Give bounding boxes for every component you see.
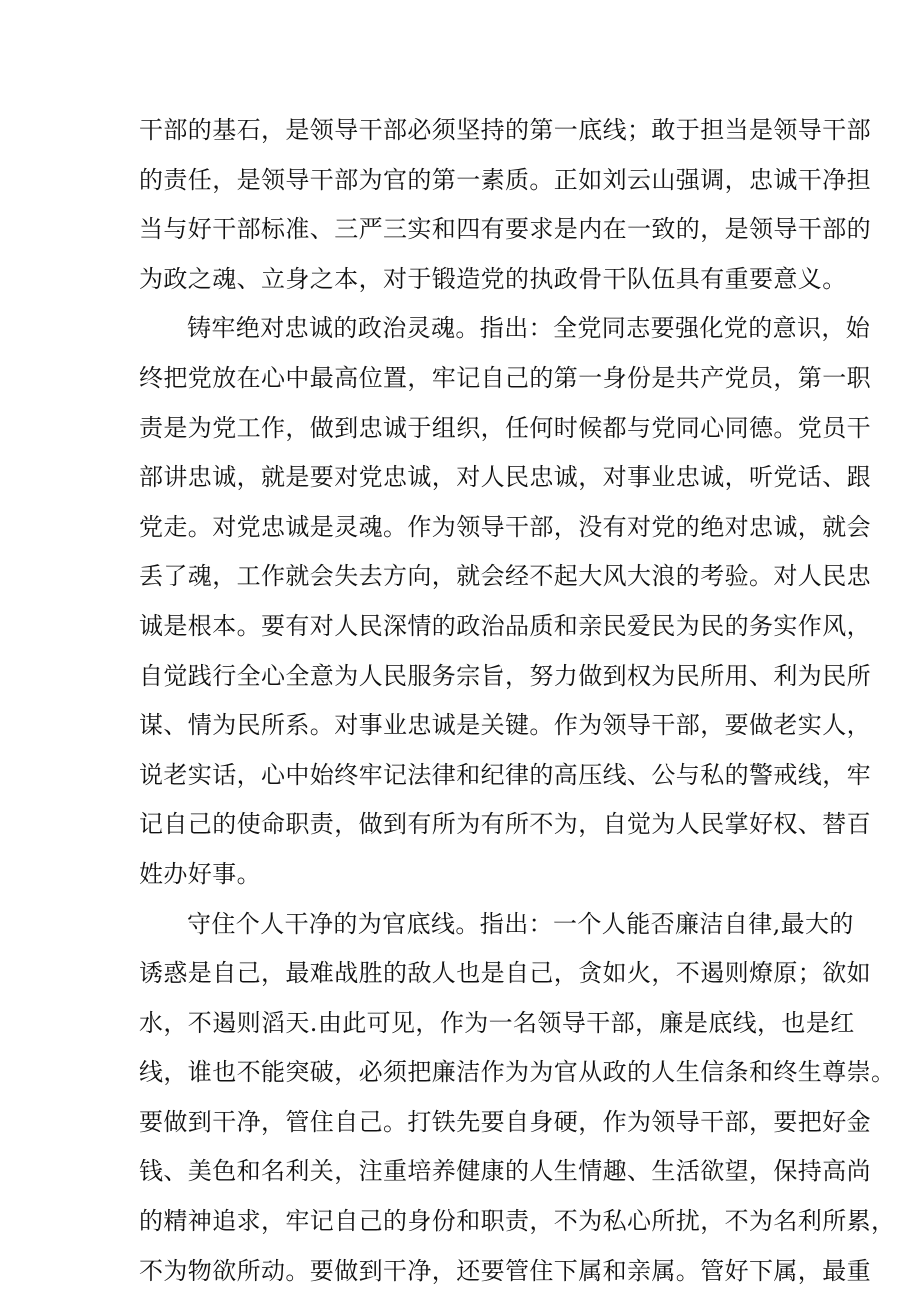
- text-line: 诚是根本。要有对人民深情的政治品质和亲民爱民为民的务实作风，: [139, 611, 871, 640]
- text-line: 水，不遏则滔天.由此可见，作为一名领导干部，廉是底线，也是红: [139, 1008, 855, 1037]
- text-line: 记自己的使命职责，做到有所为有所不为，自觉为人民掌好权、替百: [139, 810, 871, 839]
- text-line: 诱惑是自己，最难战胜的敌人也是自己，贪如火，不遏则燎原；欲如: [139, 959, 871, 988]
- text-line: 说老实话，心中始终牢记法律和纪律的高压线、公与私的警戒线，牢: [139, 760, 871, 789]
- paragraph: [139, 900, 896, 1297]
- text-line: 铸牢绝对忠诚的政治灵魂。指出：全党同志要强化党的意识，始: [187, 314, 871, 343]
- text-line: 当与好干部标准、三严三实和四有要求是内在一致的，是领导干部的: [139, 215, 871, 244]
- text-line: 终把党放在心中最高位置，牢记自己的第一身份是共产党员，第一职: [139, 363, 871, 392]
- text-line: 部讲忠诚，就是要对党忠诚，对人民忠诚，对事业忠诚，听党话、跟: [139, 463, 871, 492]
- text-line: 责是为党工作，做到忠诚于组织，任何时候都与党同心同德。党员干: [139, 413, 871, 442]
- text-line: 为政之魂、立身之本，对于锻造党的执政骨干队伍具有重要意义。: [139, 264, 847, 293]
- text-line: 姓办好事。: [139, 859, 261, 888]
- text-line: 要做到干净，管住自己。打铁先要自身硬，作为领导干部，要把好金: [139, 1107, 871, 1136]
- text-line: 党走。对党忠诚是灵魂。作为领导干部，没有对党的绝对忠诚，就会: [139, 512, 871, 541]
- text-line: 守住个人干净的为官底线。指出：一个人能否廉洁自律,最大的: [187, 909, 854, 938]
- body-text: [139, 106, 896, 1296]
- text-line: 线，谁也不能突破，必须把廉洁作为为官从政的人生信条和终生尊崇。: [139, 1058, 896, 1087]
- paragraph: [139, 304, 871, 899]
- text-line: 钱、美色和名利关，注重培养健康的人生情趣、生活欲望，保持高尚: [139, 1157, 871, 1186]
- paragraph: [139, 106, 871, 304]
- text-line: 谋、情为民所系。对事业忠诚是关键。作为领导干部，要做老实人，: [139, 711, 871, 740]
- text-line: 不为物欲所动。要做到干净，还要管住下属和亲属。管好下属，最重: [139, 1256, 871, 1285]
- text-line: 干部的基石，是领导干部必须坚持的第一底线；敢于担当是领导干部: [139, 116, 871, 144]
- text-line: 的责任，是领导干部为官的第一素质。正如刘云山强调，忠诚干净担: [139, 165, 871, 194]
- text-line: 自觉践行全心全意为人民服务宗旨，努力做到权为民所用、利为民所: [139, 661, 871, 690]
- text-line: 丢了魂，工作就会失去方向，就会经不起大风大浪的考验。对人民忠: [139, 562, 871, 591]
- text-line: 的精神追求，牢记自己的身份和职责，不为私心所扰，不为名利所累，: [139, 1207, 896, 1236]
